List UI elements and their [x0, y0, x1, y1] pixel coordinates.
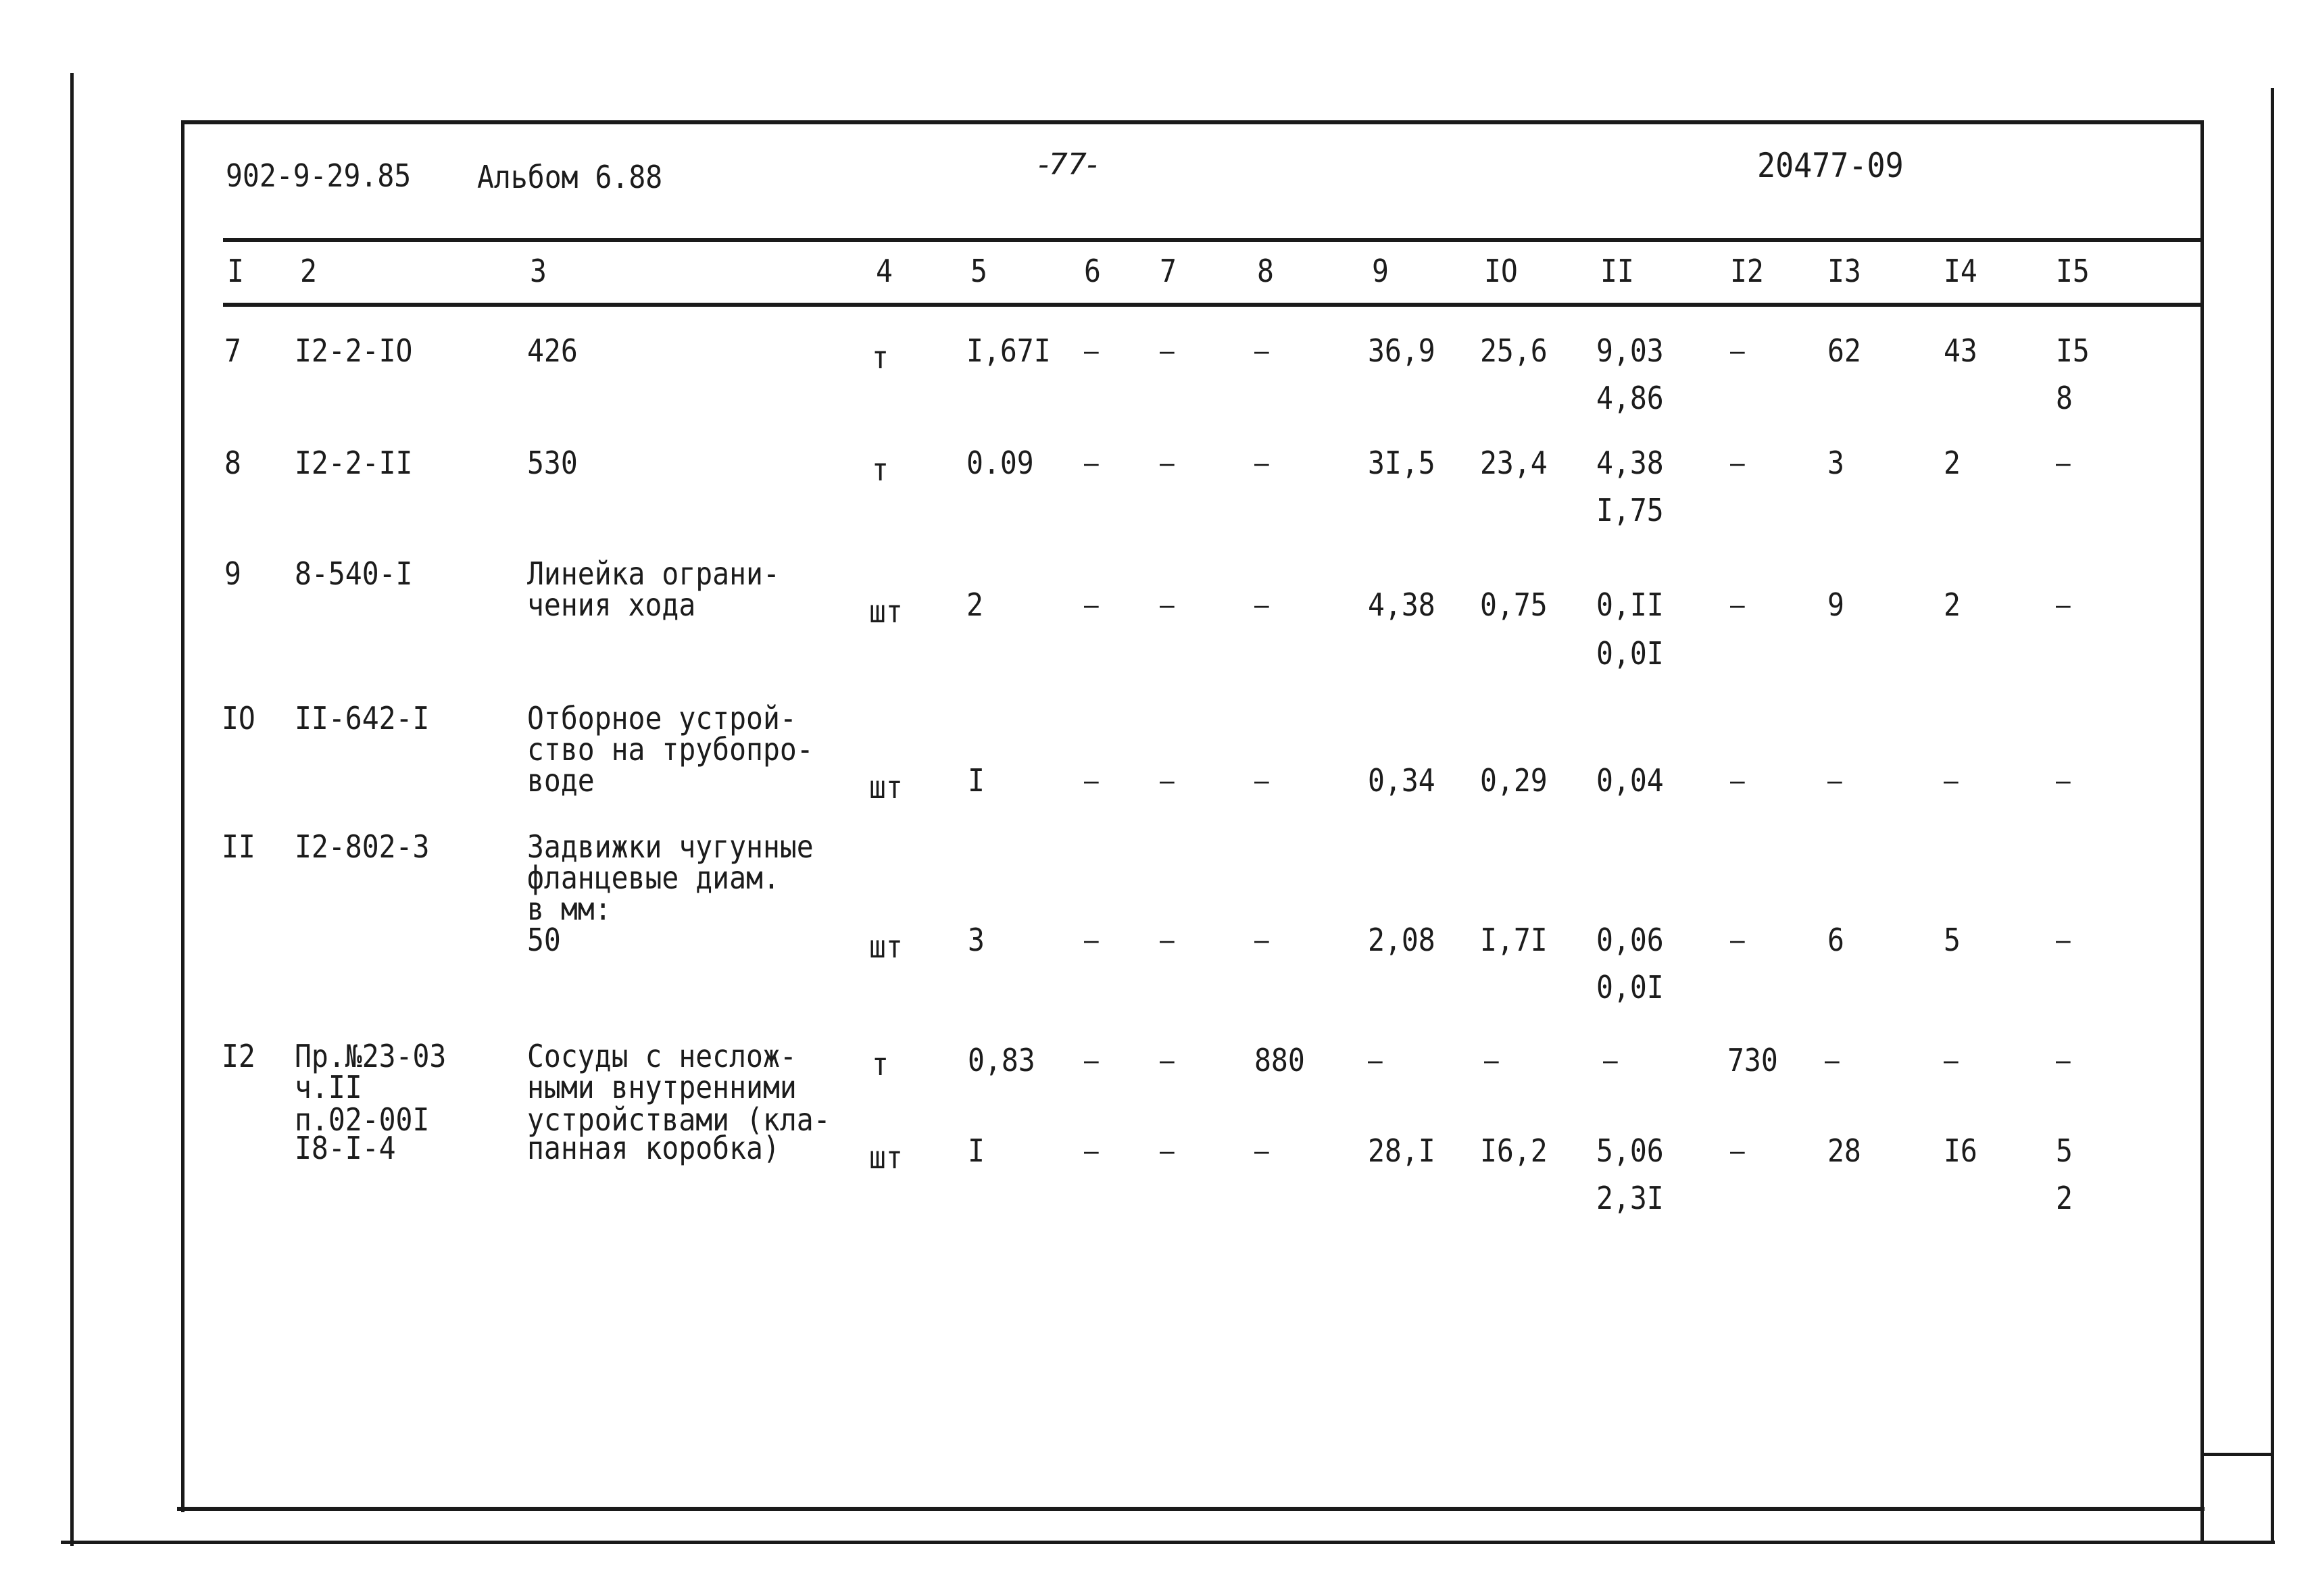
cell-12: – — [1730, 590, 1745, 621]
cell-8: 880 — [1254, 1042, 1305, 1078]
cell-12: 730 — [1727, 1042, 1778, 1078]
cell-6: – — [1084, 925, 1099, 956]
cell-15: – — [2056, 448, 2071, 479]
row-number: IO — [222, 700, 255, 737]
cell-9: 0,34 — [1368, 762, 1435, 799]
cell-14: I6 — [1944, 1132, 1977, 1169]
cell-6: – — [1084, 766, 1099, 797]
item-description: Линейка ограни- — [527, 555, 780, 592]
cell-12: – — [1730, 766, 1745, 797]
cell-11-second: 2,3I — [1596, 1180, 1664, 1216]
left-margin-line — [70, 73, 74, 1546]
cell-5: 0.09 — [966, 445, 1034, 481]
cell-10: I,7I — [1480, 922, 1548, 958]
row-number: I2 — [222, 1038, 255, 1074]
cell-11: 0,04 — [1596, 762, 1664, 799]
item-code: 8-540-I — [295, 555, 413, 592]
cell-6: – — [1084, 448, 1099, 479]
cell-5: 3 — [968, 922, 985, 958]
cell-14: 43 — [1944, 332, 1977, 369]
form-top-border — [181, 120, 2203, 124]
cell-15-second: 2 — [2056, 1180, 2073, 1216]
right-margin-line — [2271, 88, 2274, 1543]
unit: т — [872, 1046, 889, 1082]
cell-9: 36,9 — [1368, 332, 1435, 369]
cell-8: – — [1254, 590, 1269, 621]
row-number: 9 — [224, 555, 241, 592]
item-description-line-3: в мм: — [527, 891, 612, 927]
cell-10: 23,4 — [1480, 445, 1548, 481]
cell-8: – — [1254, 336, 1269, 367]
cell-11-second: 0,0I — [1596, 635, 1664, 672]
cell-9: 3I,5 — [1368, 445, 1435, 481]
cell-10: – — [1484, 1045, 1499, 1076]
cell-8: – — [1254, 766, 1269, 797]
bottom-margin-line — [61, 1541, 2275, 1544]
cell-6: – — [1084, 336, 1099, 367]
cell-7: – — [1160, 925, 1175, 956]
cell-5: 0,83 — [968, 1042, 1035, 1078]
cell-15: – — [2056, 1045, 2071, 1076]
cell-5: I — [968, 762, 985, 799]
item-code: I2-2-IO — [295, 332, 413, 369]
header-rule-top — [223, 238, 2203, 242]
cell-15: – — [2056, 766, 2071, 797]
cell-9: 2,08 — [1368, 922, 1435, 958]
col-num-3: 3 — [530, 253, 547, 289]
cell-5: 2 — [966, 587, 983, 623]
item-description: Задвижки чугунные — [527, 828, 814, 865]
item-description-line-2: ными внутренними — [527, 1069, 797, 1105]
col-num-15: I5 — [2056, 253, 2090, 289]
document-number: 20477-09 — [1757, 146, 1904, 185]
unit: т — [872, 451, 889, 488]
cell-11: 9,03 — [1596, 332, 1664, 369]
cell-11-second: I,75 — [1596, 492, 1664, 528]
cell-15: – — [2056, 925, 2071, 956]
cell-15: 5 — [2056, 1132, 2073, 1169]
cell-7: – — [1160, 766, 1175, 797]
cell-13: 28 — [1827, 1132, 1861, 1169]
item-description: Сосуды с неслож- — [527, 1038, 797, 1074]
item-code: Пр.№23-03 — [295, 1038, 447, 1074]
header-rule-bottom — [223, 303, 2203, 307]
cell-14: 5 — [1944, 922, 1961, 958]
col-num-4: 4 — [876, 253, 893, 289]
col-num-11: II — [1600, 253, 1634, 289]
cell-11: 0,06 — [1596, 922, 1664, 958]
cell-6: – — [1084, 590, 1099, 621]
cell-14: 2 — [1944, 445, 1961, 481]
cell-6: – — [1084, 1045, 1099, 1076]
col-num-1: I — [227, 253, 244, 289]
col-num-7: 7 — [1160, 253, 1177, 289]
unit: шт — [869, 928, 903, 965]
cell-13: 6 — [1827, 922, 1844, 958]
item-description: 426 — [527, 332, 578, 369]
cell-7: – — [1160, 336, 1175, 367]
cell-15: I5 — [2056, 332, 2090, 369]
cell-12: – — [1730, 1136, 1745, 1167]
cell-9: 28,I — [1368, 1132, 1435, 1169]
cell-12: – — [1730, 336, 1745, 367]
col-num-9: 9 — [1372, 253, 1389, 289]
cell-13: 9 — [1827, 587, 1844, 623]
cell-9: 4,38 — [1368, 587, 1435, 623]
cell-14: – — [1944, 1045, 1959, 1076]
col-num-2: 2 — [300, 253, 317, 289]
cell-7: – — [1160, 590, 1175, 621]
col-num-5: 5 — [970, 253, 987, 289]
cell-9: – — [1368, 1045, 1383, 1076]
form-right-border — [2200, 120, 2204, 1543]
cell-15-second: 8 — [2056, 380, 2073, 416]
col-num-13: I3 — [1827, 253, 1861, 289]
cell-10: 0,29 — [1480, 762, 1548, 799]
cell-8: – — [1254, 1136, 1269, 1167]
cell-11: – — [1603, 1045, 1618, 1076]
cell-11: 0,II — [1596, 587, 1664, 623]
cell-14: 2 — [1944, 587, 1961, 623]
item-code-line-3: п.02-00I — [295, 1101, 430, 1138]
item-description: 530 — [527, 445, 578, 481]
album-label: Альбом 6.88 — [477, 159, 663, 195]
item-code: I2-2-II — [295, 445, 413, 481]
item-description-line-2: чения хода — [527, 587, 696, 623]
doc-code: 902-9-29.85 — [226, 157, 412, 194]
stamp-box-top — [2200, 1453, 2273, 1456]
cell-11-second: 0,0I — [1596, 969, 1664, 1005]
item-description-line-2: фланцевые диам. — [527, 859, 780, 896]
unit: шт — [869, 1139, 903, 1176]
cell-13: – — [1825, 1045, 1840, 1076]
cell-12: – — [1730, 448, 1745, 479]
page-number: -77- — [1038, 147, 1098, 182]
item-description: Отборное устрой- — [527, 700, 797, 737]
cell-6: – — [1084, 1136, 1099, 1167]
form-left-border — [181, 120, 184, 1512]
cell-8: – — [1254, 448, 1269, 479]
cell-7: – — [1160, 1045, 1175, 1076]
form-bottom-border — [177, 1507, 2205, 1511]
cell-13: 3 — [1827, 445, 1844, 481]
cell-8: – — [1254, 925, 1269, 956]
cell-10: 0,75 — [1480, 587, 1548, 623]
cell-13: – — [1827, 766, 1842, 797]
cell-10: I6,2 — [1480, 1132, 1548, 1169]
cell-10: 25,6 — [1480, 332, 1548, 369]
col-num-8: 8 — [1257, 253, 1274, 289]
item-code-line-4: I8-I-4 — [295, 1130, 396, 1166]
item-description-line-4: панная коробка) — [527, 1130, 780, 1166]
item-code-line-2: ч.II — [295, 1069, 362, 1105]
unit: шт — [869, 593, 903, 630]
col-num-6: 6 — [1084, 253, 1101, 289]
item-description-line-2: ство на трубопро- — [527, 731, 814, 768]
cell-11-second: 4,86 — [1596, 380, 1664, 416]
cell-13: 62 — [1827, 332, 1861, 369]
unit: т — [872, 339, 889, 376]
cell-15: – — [2056, 590, 2071, 621]
cell-11: 5,06 — [1596, 1132, 1664, 1169]
item-code: II-642-I — [295, 700, 430, 737]
item-description-line-4: 50 — [527, 922, 561, 958]
col-num-14: I4 — [1944, 253, 1977, 289]
cell-11: 4,38 — [1596, 445, 1664, 481]
cell-14: – — [1944, 766, 1959, 797]
row-number: 7 — [224, 332, 241, 369]
item-code: I2-802-3 — [295, 828, 430, 865]
row-number: 8 — [224, 445, 241, 481]
item-description-line-3: воде — [527, 762, 595, 799]
cell-7: – — [1160, 1136, 1175, 1167]
cell-5: I — [968, 1132, 985, 1169]
col-num-12: I2 — [1730, 253, 1764, 289]
cell-12: – — [1730, 925, 1745, 956]
col-num-10: IO — [1484, 253, 1518, 289]
item-description-line-3: устройствами (кла- — [527, 1101, 831, 1138]
cell-7: – — [1160, 448, 1175, 479]
unit: шт — [869, 769, 903, 805]
row-number: II — [222, 828, 255, 865]
cell-5: I,67I — [966, 332, 1051, 369]
